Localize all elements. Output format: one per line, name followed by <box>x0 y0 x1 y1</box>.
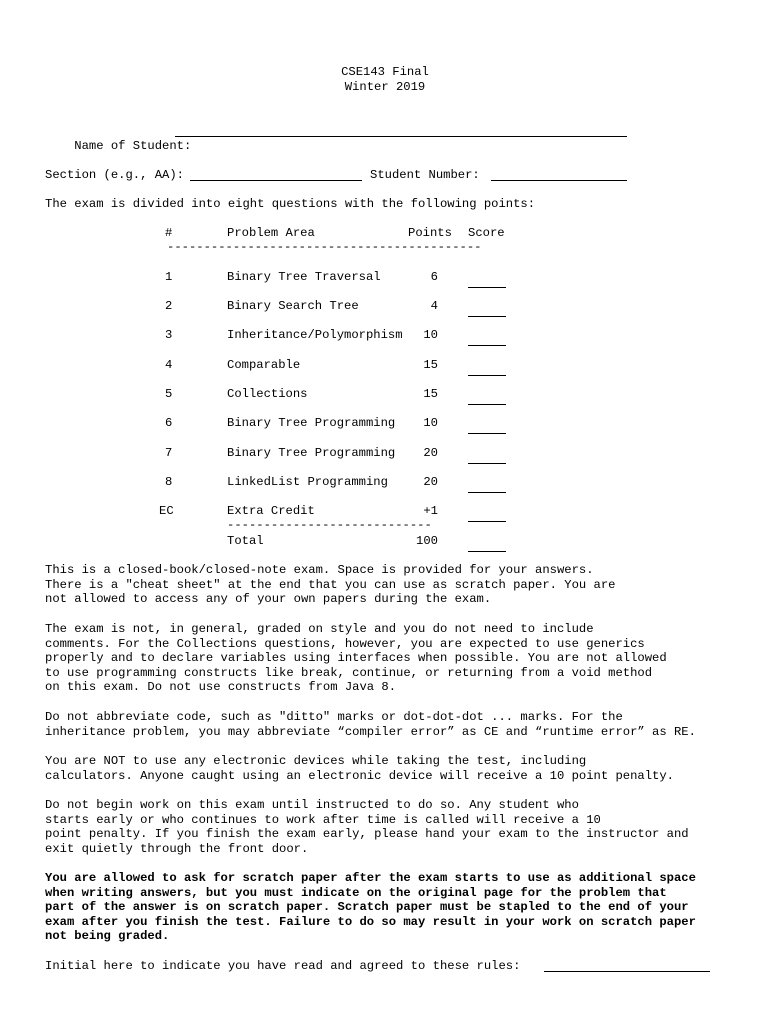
row-num: 6 <box>165 416 173 430</box>
row-area: LinkedList Programming <box>227 475 388 489</box>
score-blank[interactable] <box>468 419 506 434</box>
table-row <box>0 446 770 461</box>
table-row <box>0 270 770 285</box>
score-blank[interactable] <box>468 273 506 288</box>
instructions-abbreviations: Do not abbreviate code, such as "ditto" marks or dot-dot-dot ... marks. For the inheritance problem, you may abbreviate “compiler error” as CE and “runtime error” as RE. <box>45 710 696 739</box>
row-points: 6 <box>430 270 438 284</box>
name-label: Name of Student: <box>74 138 192 153</box>
row-num: 4 <box>165 358 173 372</box>
score-blank[interactable] <box>468 361 506 376</box>
instructions-closed-book: This is a closed-book/closed-note exam. Space is provided for your answers. There is a "cheat sheet" at the end that you can use as scratch paper. You are not allowed to access any of your own papers during the exam. <box>45 563 616 607</box>
col-score-header: Score <box>468 226 505 240</box>
student-number-label: Student Number: <box>370 168 480 182</box>
initial-label: Initial here to indicate you have read and agreed to these rules: <box>45 959 521 973</box>
row-area: Binary Search Tree <box>227 299 359 313</box>
section-line[interactable] <box>190 167 362 181</box>
table-row <box>0 475 770 490</box>
intro-text: The exam is divided into eight questions with the following points: <box>45 197 536 211</box>
row-num: 7 <box>165 446 173 460</box>
table-row <box>0 416 770 431</box>
row-num: 5 <box>165 387 173 401</box>
section-label: Section (e.g., AA): <box>45 168 184 182</box>
row-area: Collections <box>227 387 308 401</box>
col-area-header: Problem Area <box>227 226 315 240</box>
row-points: 4 <box>430 299 438 313</box>
row-num: 3 <box>165 328 173 342</box>
row-num: EC <box>159 504 174 518</box>
table-row <box>0 299 770 314</box>
row-num: 8 <box>165 475 173 489</box>
name-field <box>45 124 191 168</box>
row-points: 20 <box>423 446 438 460</box>
row-points: 15 <box>423 358 438 372</box>
course-title: CSE143 Final <box>341 65 429 79</box>
table-total-row <box>0 534 770 549</box>
col-num-header: # <box>165 226 173 240</box>
score-blank[interactable] <box>468 302 506 317</box>
total-label: Total <box>227 534 264 548</box>
student-number-line[interactable] <box>491 167 627 181</box>
row-points: 20 <box>423 475 438 489</box>
row-points: 15 <box>423 387 438 401</box>
header-rule: ------------------------------------------- <box>167 240 482 254</box>
score-blank[interactable] <box>468 507 506 522</box>
table-header <box>0 226 770 241</box>
table-row <box>0 358 770 373</box>
row-num: 1 <box>165 270 173 284</box>
table-row <box>0 387 770 402</box>
row-area: Binary Tree Programming <box>227 446 396 460</box>
score-blank[interactable] <box>468 331 506 346</box>
instructions-devices: You are NOT to use any electronic devices while taking the test, including calculators. Anyone caught using an electronic device will receive a 10 point penalty. <box>45 754 674 783</box>
table-row <box>0 328 770 343</box>
score-blank[interactable] <box>468 390 506 405</box>
col-points-header: Points <box>408 226 452 240</box>
row-area: Inheritance/Polymorphism <box>227 328 403 342</box>
row-points: 10 <box>423 416 438 430</box>
total-points: 100 <box>416 534 438 548</box>
total-rule: ---------------------------- <box>227 518 432 532</box>
table-row <box>0 504 770 519</box>
instructions-style: The exam is not, in general, graded on style and you do not need to include comments. For the Collections questions, however, you are expected to use generics properly and to declare variables using interfaces when possible. You are not allowed to use programming constructs like break, continue, or returning from a void method on this exam. Do not use constructs from Java 8. <box>45 622 667 695</box>
instructions-scratch-paper: You are allowed to ask for scratch paper after the exam starts to use as additional space when writing answers, but you must indicate on the original page for the problem that part of the answer is on scratch paper. Scratch paper must be stapled to the end of your exam after you finish the test. Failure to do so may result in your work on scratch paper not being graded. <box>45 871 696 944</box>
row-points: 10 <box>423 328 438 342</box>
instructions-timing: Do not begin work on this exam until instructed to do so. Any student who starts early or who continues to work after time is called will receive a 10 point penalty. If you finish the exam early, please hand your exam to the instructor and exit quietly through the front door. <box>45 798 689 856</box>
row-area: Binary Tree Traversal <box>227 270 381 284</box>
score-blank[interactable] <box>468 449 506 464</box>
score-blank[interactable] <box>468 478 506 493</box>
row-area: Extra Credit <box>227 504 315 518</box>
initial-line[interactable] <box>544 958 710 972</box>
row-area: Binary Tree Programming <box>227 416 396 430</box>
row-area: Comparable <box>227 358 301 372</box>
total-score-blank[interactable] <box>468 537 506 552</box>
row-num: 2 <box>165 299 173 313</box>
row-points: +1 <box>423 504 438 518</box>
name-line[interactable] <box>175 123 627 137</box>
term-title: Winter 2019 <box>344 80 426 94</box>
